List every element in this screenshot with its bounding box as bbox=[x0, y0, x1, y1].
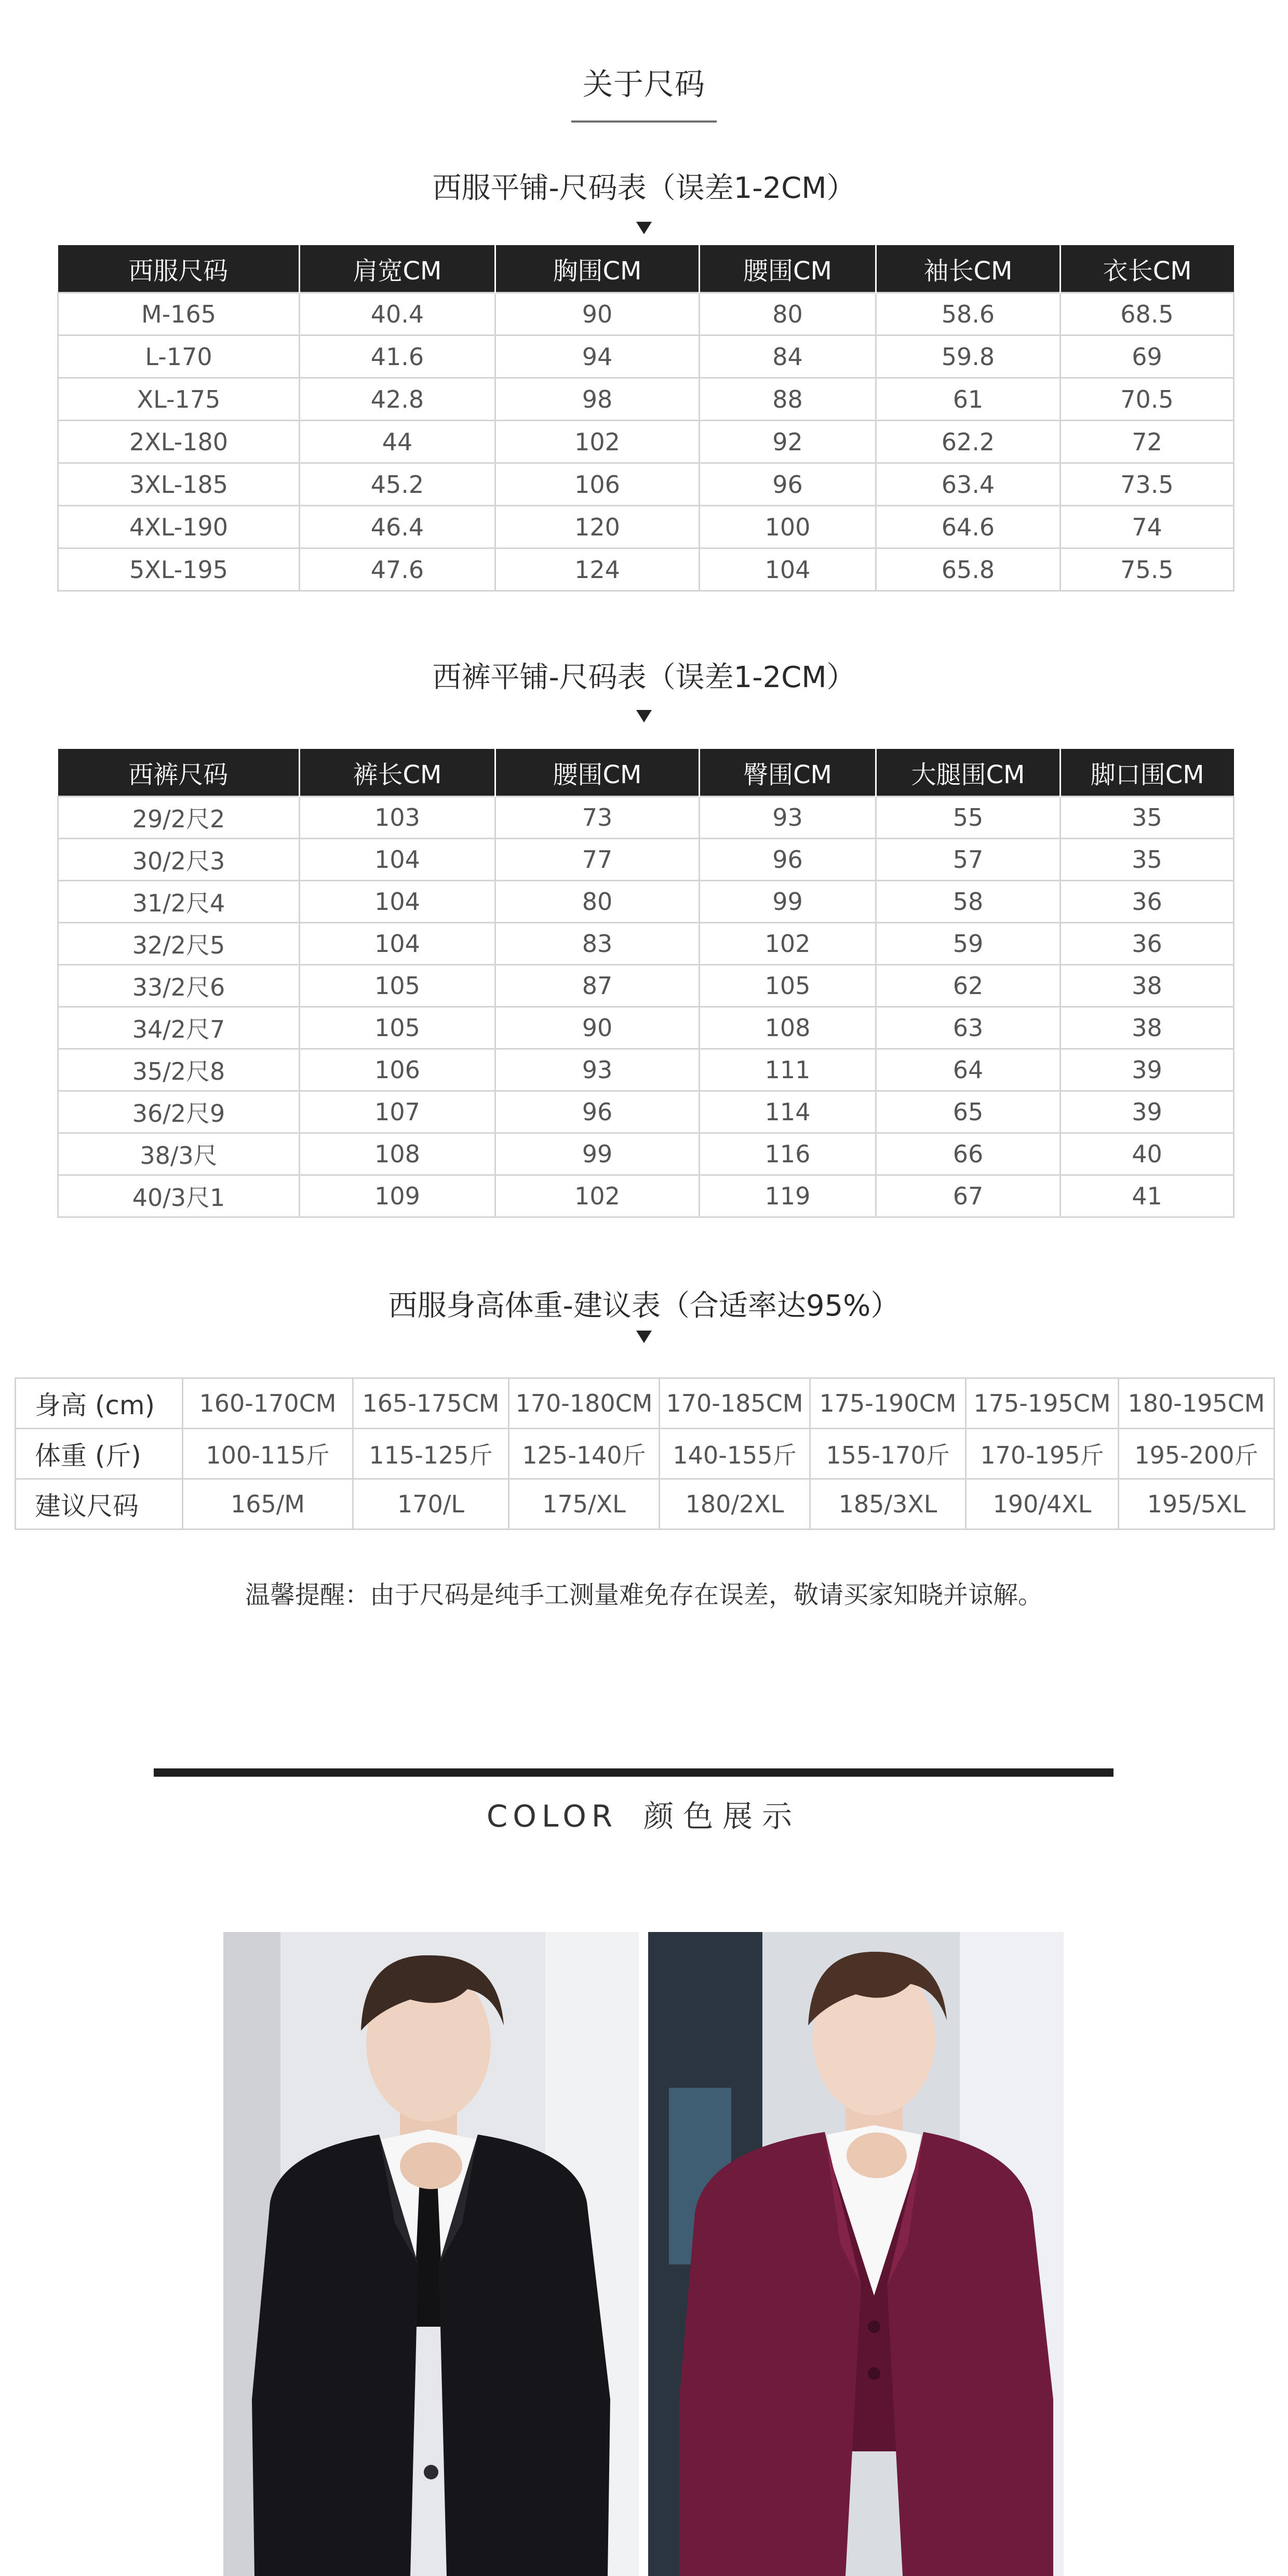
table-cell: 94 bbox=[495, 336, 700, 378]
column-header: 臀围CM bbox=[700, 749, 876, 797]
size-cell: 3XL-185 bbox=[58, 463, 300, 506]
table-cell: 63.4 bbox=[876, 463, 1061, 506]
table-row bbox=[58, 797, 1234, 839]
table-cell: 106 bbox=[300, 1049, 495, 1091]
table-row bbox=[58, 548, 1234, 591]
table-cell: 170-180CM bbox=[509, 1378, 660, 1429]
table-row bbox=[58, 965, 1234, 1007]
table-row bbox=[58, 923, 1234, 965]
row-header: 体重 (斤) bbox=[16, 1429, 183, 1479]
table-cell: 140-155斤 bbox=[660, 1429, 810, 1479]
column-header: 衣长CM bbox=[1061, 245, 1234, 293]
table-cell: 109 bbox=[300, 1175, 495, 1217]
table-cell: 77 bbox=[495, 839, 700, 881]
table-row bbox=[58, 881, 1234, 923]
section-divider bbox=[154, 1768, 1113, 1777]
column-header: 腰围CM bbox=[700, 245, 876, 293]
table-cell: 87 bbox=[495, 965, 700, 1007]
size-cell: L-170 bbox=[58, 336, 300, 378]
table-cell: 41.6 bbox=[300, 336, 495, 378]
table-cell: 175-190CM bbox=[810, 1378, 966, 1429]
column-header: 腰围CM bbox=[495, 749, 700, 797]
table-cell: 46.4 bbox=[300, 506, 495, 548]
table-row bbox=[58, 506, 1234, 548]
table-cell: 62 bbox=[876, 965, 1061, 1007]
column-header: 脚口围CM bbox=[1061, 749, 1234, 797]
weight-row bbox=[16, 1429, 1274, 1479]
table-cell: 38 bbox=[1061, 1007, 1234, 1049]
table-cell: 58.6 bbox=[876, 293, 1061, 336]
column-header: 袖长CM bbox=[876, 245, 1061, 293]
down-arrow-icon bbox=[636, 710, 652, 722]
table-cell: 96 bbox=[495, 1091, 700, 1133]
table-cell: 40 bbox=[1061, 1133, 1234, 1175]
color-title-en: COLOR bbox=[486, 1799, 618, 1834]
pants-table-header-row bbox=[58, 749, 1234, 797]
table-cell: 58 bbox=[876, 881, 1061, 923]
table-cell: 120 bbox=[495, 506, 700, 548]
table-cell: 107 bbox=[300, 1091, 495, 1133]
table-cell: 115-125斤 bbox=[353, 1429, 509, 1479]
table-cell: 190/4XL bbox=[966, 1479, 1119, 1530]
column-header: 西服尺码 bbox=[58, 245, 300, 293]
table-cell: 59.8 bbox=[876, 336, 1061, 378]
table-row bbox=[58, 421, 1234, 463]
black-suit-model-photo[interactable] bbox=[223, 1932, 639, 2576]
size-notice: 温馨提醒：由于尺码是纯手工测量难免存在误差，敬请买家知晓并谅解。 bbox=[245, 1580, 1043, 1609]
table-cell: 105 bbox=[300, 965, 495, 1007]
table-cell: 102 bbox=[700, 923, 876, 965]
table-cell: 160-170CM bbox=[183, 1378, 353, 1429]
column-header: 胸围CM bbox=[495, 245, 700, 293]
column-header: 肩宽CM bbox=[300, 245, 495, 293]
size-cell: 30/2尺3 bbox=[58, 839, 300, 881]
table-cell: 104 bbox=[300, 923, 495, 965]
table-cell: 102 bbox=[495, 1175, 700, 1217]
table-cell: 61 bbox=[876, 378, 1061, 421]
table-cell: 114 bbox=[700, 1091, 876, 1133]
table-cell: 103 bbox=[300, 797, 495, 839]
table-cell: 170-195斤 bbox=[966, 1429, 1119, 1479]
table-cell: 185/3XL bbox=[810, 1479, 966, 1530]
table-cell: 35 bbox=[1061, 797, 1234, 839]
table-cell: 170/L bbox=[353, 1479, 509, 1530]
table-cell: 80 bbox=[495, 881, 700, 923]
table-cell: 47.6 bbox=[300, 548, 495, 591]
table-cell: 66 bbox=[876, 1133, 1061, 1175]
color-section-title bbox=[0, 1792, 1288, 1835]
table-cell: 39 bbox=[1061, 1091, 1234, 1133]
table-cell: 68.5 bbox=[1061, 293, 1234, 336]
table-cell: 90 bbox=[495, 293, 700, 336]
table-cell: 111 bbox=[700, 1049, 876, 1091]
size-cell: 2XL-180 bbox=[58, 421, 300, 463]
table-cell: 67 bbox=[876, 1175, 1061, 1217]
size-cell: 31/2尺4 bbox=[58, 881, 300, 923]
row-header: 身高 (cm) bbox=[16, 1378, 183, 1429]
table-cell: 155-170斤 bbox=[810, 1429, 966, 1479]
down-arrow-icon bbox=[636, 222, 652, 234]
table-cell: 108 bbox=[300, 1133, 495, 1175]
size-cell: 36/2尺9 bbox=[58, 1091, 300, 1133]
table-cell: 59 bbox=[876, 923, 1061, 965]
table-cell: 92 bbox=[700, 421, 876, 463]
table-cell: 165-175CM bbox=[353, 1378, 509, 1429]
suit-size-table bbox=[57, 245, 1235, 592]
table-cell: 195-200斤 bbox=[1119, 1429, 1274, 1479]
table-cell: 104 bbox=[700, 548, 876, 591]
table-cell: 63 bbox=[876, 1007, 1061, 1049]
table-cell: 83 bbox=[495, 923, 700, 965]
table-cell: 96 bbox=[700, 463, 876, 506]
title-underline bbox=[571, 120, 717, 123]
table-cell: 98 bbox=[495, 378, 700, 421]
down-arrow-icon bbox=[636, 1331, 652, 1343]
table-cell: 100 bbox=[700, 506, 876, 548]
table-cell: 57 bbox=[876, 839, 1061, 881]
table-cell: 195/5XL bbox=[1119, 1479, 1274, 1530]
table-cell: 104 bbox=[300, 839, 495, 881]
table-cell: 72 bbox=[1061, 421, 1234, 463]
table-cell: 180-195CM bbox=[1119, 1378, 1274, 1429]
table-row bbox=[58, 1133, 1234, 1175]
table-cell: 175-195CM bbox=[966, 1378, 1119, 1429]
table-cell: 104 bbox=[300, 881, 495, 923]
pants-size-table bbox=[57, 749, 1235, 1218]
table-cell: 75.5 bbox=[1061, 548, 1234, 591]
suit-table-header-row bbox=[58, 245, 1234, 293]
table-cell: 93 bbox=[700, 797, 876, 839]
table-row bbox=[58, 1091, 1234, 1133]
size-cell: 5XL-195 bbox=[58, 548, 300, 591]
suggested-size-row bbox=[16, 1479, 1274, 1530]
table-cell: 175/XL bbox=[509, 1479, 660, 1530]
table-cell: 99 bbox=[495, 1133, 700, 1175]
table-cell: 99 bbox=[700, 881, 876, 923]
burgundy-suit-model-photo[interactable] bbox=[648, 1932, 1064, 2576]
table-row bbox=[58, 839, 1234, 881]
size-cell: 35/2尺8 bbox=[58, 1049, 300, 1091]
size-cell: 33/2尺6 bbox=[58, 965, 300, 1007]
size-cell: M-165 bbox=[58, 293, 300, 336]
table-cell: 74 bbox=[1061, 506, 1234, 548]
table-row bbox=[58, 336, 1234, 378]
advice-table-title: 西服身高体重-建议表（合适率达95%） bbox=[388, 1289, 900, 1323]
table-cell: 116 bbox=[700, 1133, 876, 1175]
pants-table-title: 西裤平铺-尺码表（误差1-2CM） bbox=[432, 661, 856, 694]
table-cell: 73 bbox=[495, 797, 700, 839]
table-cell: 36 bbox=[1061, 881, 1234, 923]
table-row bbox=[58, 293, 1234, 336]
table-cell: 108 bbox=[700, 1007, 876, 1049]
table-cell: 45.2 bbox=[300, 463, 495, 506]
height-row bbox=[16, 1378, 1274, 1429]
size-cell: 4XL-190 bbox=[58, 506, 300, 548]
table-cell: 35 bbox=[1061, 839, 1234, 881]
table-cell: 39 bbox=[1061, 1049, 1234, 1091]
table-cell: 42.8 bbox=[300, 378, 495, 421]
table-cell: 90 bbox=[495, 1007, 700, 1049]
table-cell: 65.8 bbox=[876, 548, 1061, 591]
table-cell: 64 bbox=[876, 1049, 1061, 1091]
table-row bbox=[58, 463, 1234, 506]
column-header: 西裤尺码 bbox=[58, 749, 300, 797]
table-row bbox=[58, 378, 1234, 421]
table-cell: 73.5 bbox=[1061, 463, 1234, 506]
table-row bbox=[58, 1049, 1234, 1091]
table-cell: 62.2 bbox=[876, 421, 1061, 463]
table-cell: 40.4 bbox=[300, 293, 495, 336]
column-header: 大腿围CM bbox=[876, 749, 1061, 797]
table-cell: 36 bbox=[1061, 923, 1234, 965]
table-cell: 165/M bbox=[183, 1479, 353, 1530]
table-cell: 102 bbox=[495, 421, 700, 463]
page-title: 关于尺码 bbox=[582, 66, 705, 102]
column-header: 裤长CM bbox=[300, 749, 495, 797]
size-cell: 34/2尺7 bbox=[58, 1007, 300, 1049]
table-cell: 119 bbox=[700, 1175, 876, 1217]
size-cell: 32/2尺5 bbox=[58, 923, 300, 965]
table-cell: 70.5 bbox=[1061, 378, 1234, 421]
table-cell: 65 bbox=[876, 1091, 1061, 1133]
size-cell: 40/3尺1 bbox=[58, 1175, 300, 1217]
table-cell: 100-115斤 bbox=[183, 1429, 353, 1479]
table-cell: 93 bbox=[495, 1049, 700, 1091]
table-cell: 105 bbox=[300, 1007, 495, 1049]
row-header: 建议尺码 bbox=[16, 1479, 183, 1530]
height-weight-advice-table bbox=[15, 1377, 1275, 1530]
color-title-cn: 颜色展示 bbox=[643, 1799, 802, 1834]
table-cell: 84 bbox=[700, 336, 876, 378]
size-cell: XL-175 bbox=[58, 378, 300, 421]
table-cell: 125-140斤 bbox=[509, 1429, 660, 1479]
size-cell: 29/2尺2 bbox=[58, 797, 300, 839]
table-cell: 64.6 bbox=[876, 506, 1061, 548]
table-cell: 105 bbox=[700, 965, 876, 1007]
table-cell: 124 bbox=[495, 548, 700, 591]
table-row bbox=[58, 1175, 1234, 1217]
table-cell: 44 bbox=[300, 421, 495, 463]
table-cell: 170-185CM bbox=[660, 1378, 810, 1429]
table-row bbox=[58, 1007, 1234, 1049]
table-cell: 80 bbox=[700, 293, 876, 336]
suit-table-title: 西服平铺-尺码表（误差1-2CM） bbox=[432, 171, 856, 205]
table-cell: 96 bbox=[700, 839, 876, 881]
table-cell: 88 bbox=[700, 378, 876, 421]
table-cell: 180/2XL bbox=[660, 1479, 810, 1530]
size-cell: 38/3尺 bbox=[58, 1133, 300, 1175]
table-cell: 41 bbox=[1061, 1175, 1234, 1217]
table-cell: 69 bbox=[1061, 336, 1234, 378]
table-cell: 55 bbox=[876, 797, 1061, 839]
table-cell: 38 bbox=[1061, 965, 1234, 1007]
table-cell: 106 bbox=[495, 463, 700, 506]
